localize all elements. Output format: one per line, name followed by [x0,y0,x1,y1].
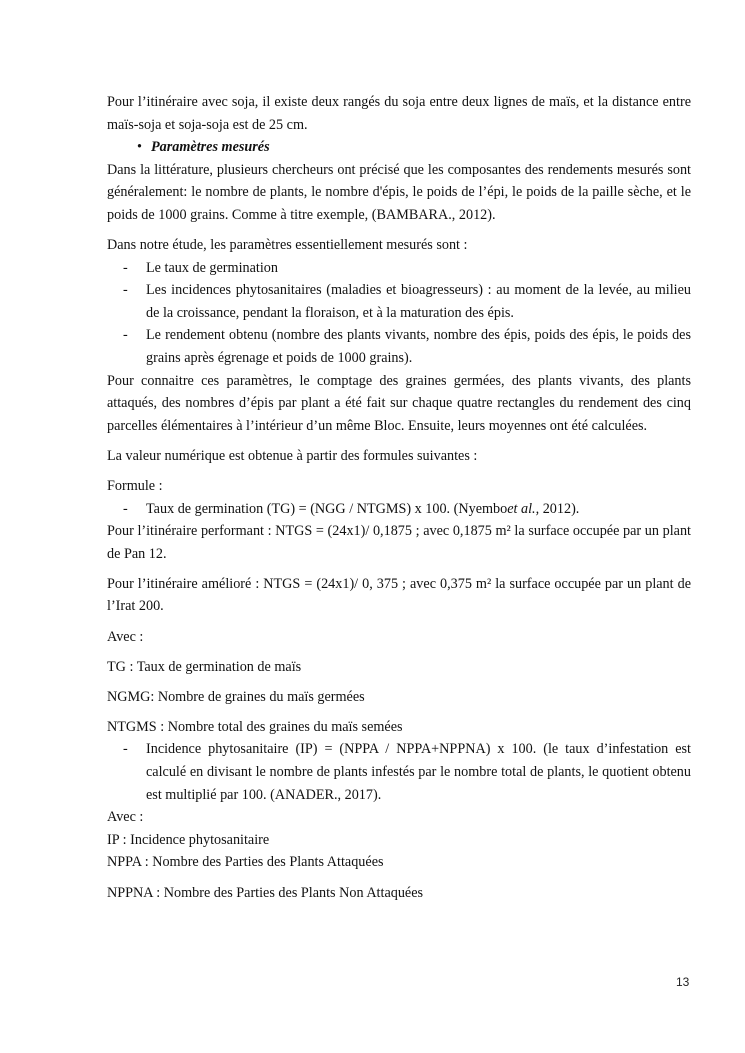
definition-nppna: NPPNA : Nombre des Parties des Plants Non Attaquées [107,884,424,901]
definition-nppa: NPPA : Nombre des Parties des Plants Attaquées [107,854,384,871]
dash-marker: - [123,282,128,299]
document-page [107,91,691,904]
intro-paragraph: Pour l’itinéraire avec soja, il existe deux rangés du soja entre deux lignes de maïs, et la distance entre maïs-soja et soja-soja est de 25 cm. [107,94,691,133]
page-number: 13 [676,975,690,989]
list-item: - Incidence phytosanitaire (IP) = (NPPA / NPPA+NPPNA) x 100. (le taux d’infestation est calculé en divisant le nombre de plants infestés par le nombre total de plants, le quotient obtenu est multiplié par 100. (ANADER., 2017). [107,738,691,806]
formula-label: Formule : [107,478,163,494]
definition-tg: TG : Taux de germination de maïs [107,658,302,675]
avec-label: Avec : [107,809,144,826]
bullet-dot-icon: • [137,139,142,156]
list-item: - Le taux de germination [107,257,691,280]
definition-ngmg: NGMG: Nombre de graines du maïs germées [107,688,365,705]
formula-intro: La valeur numérique est obtenue à partir des formules suivantes : [107,447,478,464]
tg-formula-list [107,498,691,521]
ip-formula-list [107,738,691,806]
dash-marker: - [123,741,128,758]
avec-label: Avec : [107,628,144,645]
section-heading [137,136,691,159]
itineraire-ameliore: Pour l’itinéraire amélioré : NTGS = (24x1)/ 0, 375 ; avec 0,375 m² la surface occupée par un plant de l’Irat 200. [107,575,691,615]
definition-ip: IP : Incidence phytosanitaire [107,831,270,848]
dash-marker: - [123,500,128,517]
dash-marker: - [123,259,128,276]
list-item: - Le rendement obtenu (nombre des plants vivants, nombre des épis, poids des épis, le poids des grains après égrenage et poids de 1000 grains). [107,324,691,369]
list-item: - Taux de germination (TG) = (NGG / NTGMS) x 100. (Nyemboet al., 2012). [107,498,691,521]
literature-paragraph: Dans la littérature, plusieurs chercheurs ont précisé que les composantes des rendements mesurés sont généralement: le nombre de plants, le nombre d'épis, le poids de l’épi, le poids de la paille sèche, et le poids de 1000 grains. Comme à titre exemple, (BAMBARA., 2012). [107,161,691,223]
params-list [107,257,691,370]
dash-marker: - [123,327,128,344]
study-params-intro: Dans notre étude, les paramètres essentiellement mesurés sont : [107,237,468,254]
counting-paragraph: Pour connaitre ces paramètres, le comptage des graines germées, des plants vivants, des plants attaqués, des nombres d’épis par plant a été fait sur chaque quatre rectangles du rendement des cinq parcelles élémentaires à l’intérieur d’un même Bloc. Ensuite, leurs moyennes ont été calculées. [107,372,691,434]
itineraire-performant: Pour l’itinéraire performant : NTGS = (24x1)/ 0,1875 ; avec 0,1875 m² la surface occupée par un plant de Pan 12. [107,523,691,562]
section-heading-text: Paramètres mesurés [151,139,270,156]
list-item: - Les incidences phytosanitaires (maladies et bioagresseurs) : au moment de la levée, au milieu de la croissance, pendant la floraison, et à la maturation des épis. [107,279,691,324]
definition-ntgms: NTGMS : Nombre total des graines du maïs semées [107,718,403,735]
